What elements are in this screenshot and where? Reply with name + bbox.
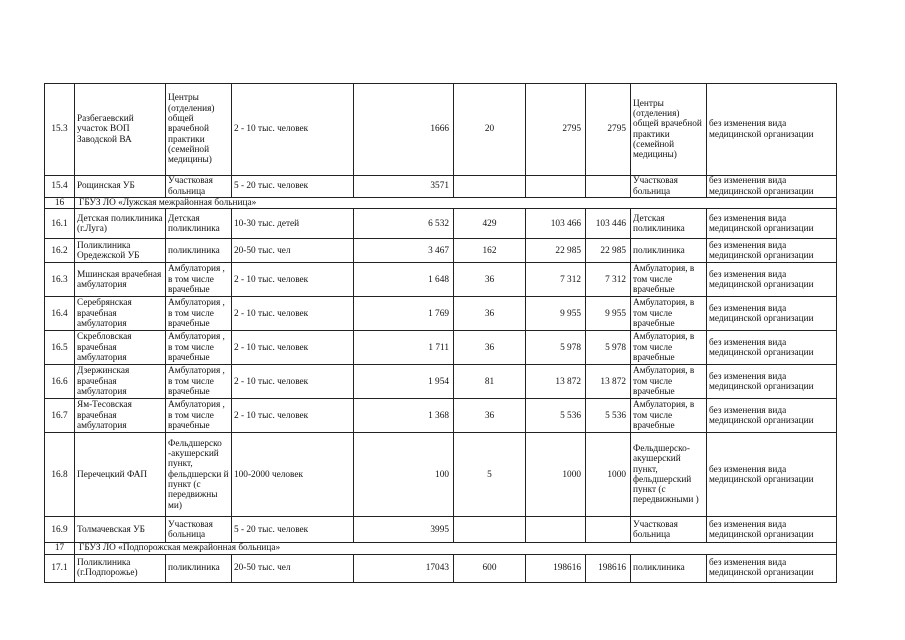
cell-note: без изменения вида медицинской организации [707,517,837,543]
cell-num: 16.6 [45,365,75,399]
table-row [45,399,837,433]
table-row [45,297,837,331]
cell-num: 16.1 [45,209,75,239]
cell-newtype: Амбулатория, в том числе врачебные [631,331,707,365]
cell-n4: 5 536 [586,399,631,433]
cell-type: Амбулатория , в том числе врачебные [166,399,232,433]
cell-name: Скребловская врачебная амбулатория [75,331,166,365]
cell-num: 16.3 [45,263,75,297]
cell-note: без изменения вида медицинской организации [707,263,837,297]
cell-n4 [586,517,631,543]
cell-n1: 3995 [354,517,454,543]
cell-pop: 20-50 тыс. чел [232,239,354,263]
cell-pop: 5 - 20 тыс. человек [232,517,354,543]
cell-n4: 13 872 [586,365,631,399]
cell-n2: 36 [454,297,526,331]
cell-type: Фельдшерско -акушерский пункт, фельдшерски й пункт (с передвижны ми) [166,433,232,517]
cell-n2 [454,517,526,543]
cell-n3: 198616 [526,554,586,582]
cell-name: Мшинская врачебная амбулатория [75,263,166,297]
cell-n3: 7 312 [526,263,586,297]
cell-type: Центры (отделения) общей врачебной практики (семейной медицины) [166,84,232,176]
cell-name: Поликлиника (г.Подпорожье) [75,554,166,582]
table-row [45,331,837,365]
cell-n4: 103 446 [586,209,631,239]
cell-num: 17.1 [45,554,75,582]
table-row [45,176,837,198]
cell-newtype: Участковая больница [631,176,707,198]
cell-name: Разбегаевский участок ВОП Заводской ВА [75,84,166,176]
cell-n1: 6 532 [354,209,454,239]
section-number: 17 [45,543,75,554]
cell-num: 15.3 [45,84,75,176]
cell-type: Амбулатория , в том числе врачебные [166,297,232,331]
cell-note: без изменения вида медицинской организации [707,84,837,176]
cell-n4: 7 312 [586,263,631,297]
cell-name: Поликлиника Оредежской УБ [75,239,166,263]
cell-pop: 5 - 20 тыс. человек [232,176,354,198]
cell-newtype: поликлиника [631,554,707,582]
cell-n3: 1000 [526,433,586,517]
cell-newtype: Фельдшерско-акушерский пункт, фельдшерский пункт (с передвижными ) [631,433,707,517]
cell-pop: 100-2000 человек [232,433,354,517]
cell-n3: 22 985 [526,239,586,263]
cell-n4: 5 978 [586,331,631,365]
table-row [45,239,837,263]
cell-type: Участковая больница [166,176,232,198]
cell-type: Амбулатория , в том числе врачебные [166,331,232,365]
cell-n1: 1 954 [354,365,454,399]
cell-pop: 2 - 10 тыс. человек [232,297,354,331]
cell-note: без изменения вида медицинской организации [707,239,837,263]
cell-type: Амбулатория , в том числе врачебные [166,365,232,399]
cell-num: 16.5 [45,331,75,365]
cell-n4: 22 985 [586,239,631,263]
cell-note: без изменения вида медицинской организации [707,399,837,433]
cell-n3: 103 466 [526,209,586,239]
medical-organizations-table [44,83,837,583]
cell-newtype: поликлиника [631,239,707,263]
cell-n4: 2795 [586,84,631,176]
cell-name: Рощинская УБ [75,176,166,198]
cell-n3: 13 872 [526,365,586,399]
cell-n1: 3571 [354,176,454,198]
cell-n3: 5 536 [526,399,586,433]
cell-n1: 100 [354,433,454,517]
cell-note: без изменения вида медицинской организации [707,331,837,365]
cell-name: Толмачевская УБ [75,517,166,543]
cell-type: поликлиника [166,239,232,263]
cell-n1: 1 648 [354,263,454,297]
cell-n4: 1000 [586,433,631,517]
cell-newtype: Участковая больница [631,517,707,543]
cell-n1: 1 711 [354,331,454,365]
cell-n1: 1 368 [354,399,454,433]
section-row [45,543,837,554]
cell-n3 [526,176,586,198]
cell-n3: 2795 [526,84,586,176]
cell-n2: 600 [454,554,526,582]
table-row [45,263,837,297]
table-row [45,84,837,176]
cell-n3: 9 955 [526,297,586,331]
cell-name: Серебрянская врачебная амбулатория [75,297,166,331]
cell-name: Перечецкий ФАП [75,433,166,517]
section-title: ГБУЗ ЛО «Лужская межрайонная больница» [75,198,837,209]
cell-newtype: Амбулатория, в том числе врачебные [631,263,707,297]
cell-n1: 17043 [354,554,454,582]
table-row [45,433,837,517]
cell-pop: 2 - 10 тыс. человек [232,331,354,365]
cell-pop: 2 - 10 тыс. человек [232,84,354,176]
cell-newtype: Амбулатория, в том числе врачебные [631,365,707,399]
document-page [44,83,837,583]
table-row [45,365,837,399]
cell-newtype: Детская поликлиника [631,209,707,239]
cell-note: без изменения вида медицинской организации [707,433,837,517]
cell-newtype: Амбулатория, в том числе врачебные [631,297,707,331]
cell-n2: 162 [454,239,526,263]
cell-pop: 20-50 тыс. чел [232,554,354,582]
cell-n4: 9 955 [586,297,631,331]
cell-pop: 2 - 10 тыс. человек [232,263,354,297]
cell-n3: 5 978 [526,331,586,365]
cell-n2: 36 [454,399,526,433]
cell-note: без изменения вида медицинской организации [707,365,837,399]
cell-newtype: Амбулатория, в том числе врачебные [631,399,707,433]
section-row [45,198,837,209]
cell-n2: 20 [454,84,526,176]
cell-n3 [526,517,586,543]
cell-note: без изменения вида медицинской организации [707,209,837,239]
cell-type: поликлиника [166,554,232,582]
cell-note: без изменения вида медицинской организации [707,176,837,198]
cell-n1: 3 467 [354,239,454,263]
cell-n4: 198616 [586,554,631,582]
cell-note: без изменения вида медицинской организации [707,554,837,582]
cell-n2 [454,176,526,198]
table-row [45,554,837,582]
cell-n4 [586,176,631,198]
cell-name: Детская поликлиника (г.Луга) [75,209,166,239]
cell-name: Ям-Тесовская врачебная амбулатория [75,399,166,433]
cell-pop: 2 - 10 тыс. человек [232,399,354,433]
cell-n1: 1666 [354,84,454,176]
cell-n2: 36 [454,263,526,297]
cell-n2: 429 [454,209,526,239]
table-row [45,209,837,239]
cell-num: 16.9 [45,517,75,543]
cell-n2: 36 [454,331,526,365]
cell-type: Участковая больница [166,517,232,543]
cell-num: 16.4 [45,297,75,331]
cell-num: 16.7 [45,399,75,433]
cell-n1: 1 769 [354,297,454,331]
section-number: 16 [45,198,75,209]
cell-pop: 2 - 10 тыс. человек [232,365,354,399]
table-row [45,517,837,543]
cell-n2: 81 [454,365,526,399]
cell-num: 16.8 [45,433,75,517]
cell-note: без изменения вида медицинской организации [707,297,837,331]
section-title: ГБУЗ ЛО «Подпорожская межрайонная больница» [75,543,837,554]
cell-type: Амбулатория , в том числе врачебные [166,263,232,297]
cell-type: Детская поликлиника [166,209,232,239]
cell-num: 16.2 [45,239,75,263]
cell-name: Дзержинская врачебная амбулатория [75,365,166,399]
cell-n2: 5 [454,433,526,517]
cell-newtype: Центры (отделения) общей врачебной практики (семейной медицины) [631,84,707,176]
cell-num: 15.4 [45,176,75,198]
cell-pop: 10-30 тыс. детей [232,209,354,239]
